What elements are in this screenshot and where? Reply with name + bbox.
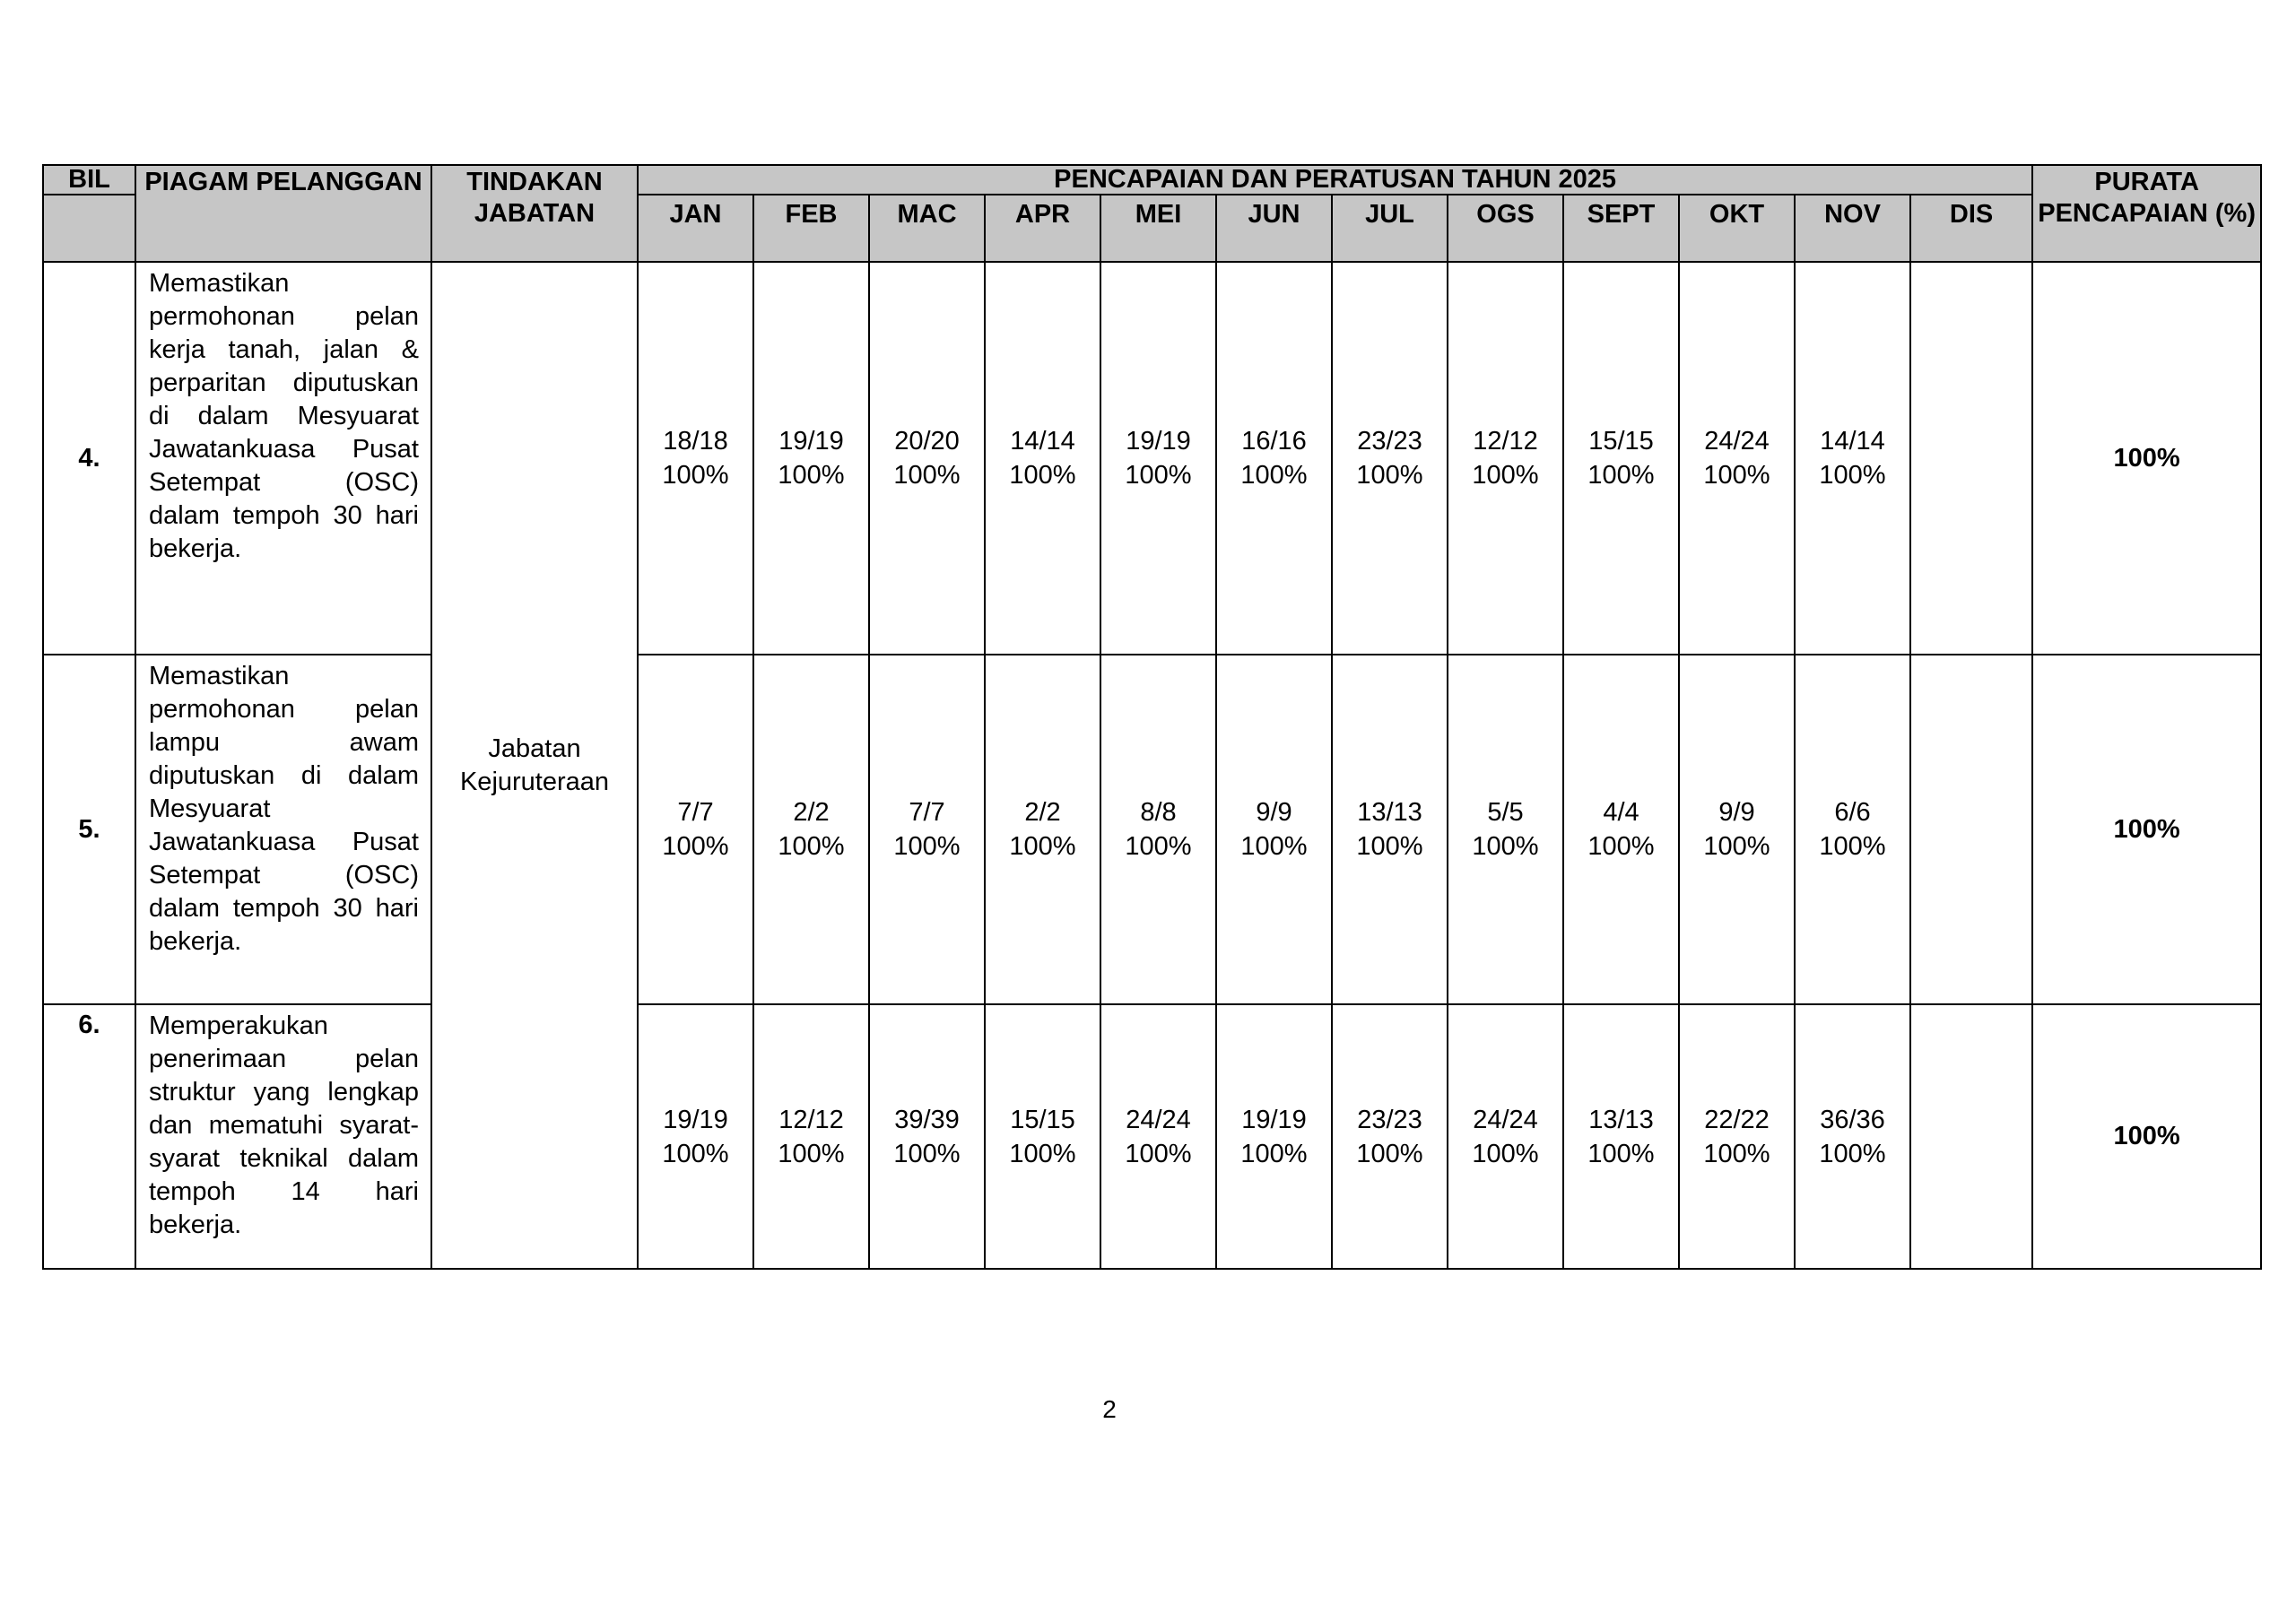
value-percent: 100% [1703, 1139, 1770, 1168]
value-count: 22/22 [1704, 1105, 1770, 1134]
value-count: 20/20 [894, 427, 960, 456]
month-value-cell [753, 262, 869, 655]
value-percent: 100% [1819, 1139, 1886, 1168]
value-percent: 100% [1125, 1139, 1192, 1168]
value-percent: 100% [778, 832, 845, 861]
piagam-cell: Memastikan permohonan pelan lampu awam diputuskan di dalam Mesyuarat Jawatankuasa Pusat Setempat (OSC) dalam tempoh 30 hari bekerja. [135, 655, 431, 1004]
purata-cell: 100% [2032, 1004, 2261, 1269]
month-value-cell [869, 1004, 985, 1269]
month-value-cell [985, 262, 1100, 655]
value-count: 18/18 [663, 427, 728, 456]
month-value-cell [1795, 655, 1910, 1004]
value-count: 8/8 [1140, 798, 1177, 827]
value-percent: 100% [1009, 461, 1076, 490]
value-count: 12/12 [778, 1105, 844, 1134]
table-row [43, 262, 2261, 655]
value-percent: 100% [1587, 461, 1655, 490]
value-count: 7/7 [677, 798, 714, 827]
value-count: 13/13 [1588, 1105, 1654, 1134]
value-count: 24/24 [1473, 1105, 1538, 1134]
month-value-cell [1100, 262, 1216, 655]
value-percent: 100% [778, 461, 845, 490]
month-value-cell [1448, 1004, 1563, 1269]
col-header-month-dis: DIS [1910, 195, 2032, 262]
value-count: 9/9 [1718, 798, 1755, 827]
value-count: 24/24 [1126, 1105, 1191, 1134]
month-value-cell [985, 1004, 1100, 1269]
value-percent: 100% [893, 832, 961, 861]
col-header-month-mei: MEI [1100, 195, 1216, 262]
col-header-month-okt: OKT [1679, 195, 1795, 262]
month-value-cell [1216, 1004, 1332, 1269]
col-header-month-feb: FEB [753, 195, 869, 262]
month-value-cell [1448, 262, 1563, 655]
col-header-month-mac: MAC [869, 195, 985, 262]
month-value-cell [1679, 655, 1795, 1004]
piagam-cell: Memperakukan penerimaan pelan struktur yang lengkap dan mematuhi syarat-syarat teknikal dalam tempoh 14 hari bekerja. [135, 1004, 431, 1269]
value-percent: 100% [1356, 461, 1423, 490]
value-percent: 100% [1240, 461, 1308, 490]
value-percent: 100% [1472, 461, 1539, 490]
col-header-month-sept: SEPT [1563, 195, 1679, 262]
value-percent: 100% [1125, 461, 1192, 490]
month-value-cell [869, 262, 985, 655]
value-count: 12/12 [1473, 427, 1538, 456]
value-count: 15/15 [1588, 427, 1654, 456]
table-row [43, 1004, 2261, 1269]
piagam-cell: Memastikan permohonan pelan kerja tanah, jalan & perparitan diputuskan di dalam Mesyuarat Jawatankuasa Pusat Setempat (OSC) dalam tempoh 30 hari bekerja. [135, 262, 431, 655]
month-value-cell [1563, 1004, 1679, 1269]
value-count: 2/2 [1024, 798, 1061, 827]
month-value-cell [1679, 262, 1795, 655]
col-header-month-jan: JAN [638, 195, 753, 262]
month-value-cell [638, 655, 753, 1004]
value-count: 36/36 [1820, 1105, 1885, 1134]
value-count: 19/19 [778, 427, 844, 456]
month-value-cell [1795, 1004, 1910, 1269]
month-value-cell [1910, 262, 2032, 655]
month-value-cell [1910, 1004, 2032, 1269]
value-percent: 100% [1009, 832, 1076, 861]
col-header-month-nov: NOV [1795, 195, 1910, 262]
value-count: 19/19 [663, 1105, 728, 1134]
value-percent: 100% [778, 1139, 845, 1168]
month-value-cell [1332, 262, 1448, 655]
value-count: 39/39 [894, 1105, 960, 1134]
col-header-piagam-pelanggan: PIAGAM PELANGGAN [135, 165, 431, 262]
value-percent: 100% [1819, 461, 1886, 490]
value-percent: 100% [662, 461, 729, 490]
value-count: 16/16 [1241, 427, 1307, 456]
value-percent: 100% [1472, 1139, 1539, 1168]
col-header-month-apr: APR [985, 195, 1100, 262]
month-value-cell [1100, 655, 1216, 1004]
value-count: 2/2 [793, 798, 830, 827]
purata-cell: 100% [2032, 655, 2261, 1004]
value-count: 14/14 [1010, 427, 1075, 456]
value-percent: 100% [1472, 832, 1539, 861]
value-percent: 100% [1703, 461, 1770, 490]
bil-cell: 5. [43, 655, 135, 1004]
value-percent: 100% [1125, 832, 1192, 861]
header-row-1 [43, 165, 2261, 195]
month-value-cell [1332, 1004, 1448, 1269]
value-percent: 100% [1240, 1139, 1308, 1168]
value-percent: 100% [893, 461, 961, 490]
value-count: 24/24 [1704, 427, 1770, 456]
table-header [43, 165, 2261, 262]
purata-cell: 100% [2032, 262, 2261, 655]
value-count: 23/23 [1357, 427, 1422, 456]
col-header-tindakan-jabatan: TINDAKAN JABATAN [431, 165, 638, 262]
col-header-month-ogs: OGS [1448, 195, 1563, 262]
month-value-cell [1332, 655, 1448, 1004]
value-count: 19/19 [1126, 427, 1191, 456]
month-value-cell [1448, 655, 1563, 1004]
month-value-cell [753, 655, 869, 1004]
month-value-cell [985, 655, 1100, 1004]
value-count: 5/5 [1487, 798, 1524, 827]
achievement-table [42, 164, 2262, 1270]
month-value-cell [1563, 262, 1679, 655]
value-count: 15/15 [1010, 1105, 1075, 1134]
value-count: 4/4 [1603, 798, 1639, 827]
value-percent: 100% [1356, 832, 1423, 861]
value-percent: 100% [1587, 1139, 1655, 1168]
bil-header-spacer [43, 195, 135, 262]
value-count: 23/23 [1357, 1105, 1422, 1134]
month-value-cell [1100, 1004, 1216, 1269]
table-row [43, 655, 2261, 1004]
value-count: 7/7 [909, 798, 945, 827]
value-count: 19/19 [1241, 1105, 1307, 1134]
table-body [43, 262, 2261, 1269]
value-percent: 100% [1356, 1139, 1423, 1168]
bil-cell: 4. [43, 262, 135, 655]
col-header-pencapaian-title: PENCAPAIAN DAN PERATUSAN TAHUN 2025 [638, 165, 2032, 195]
value-percent: 100% [893, 1139, 961, 1168]
value-count: 9/9 [1256, 798, 1292, 827]
month-value-cell [1563, 655, 1679, 1004]
page-number: 2 [1102, 1395, 1117, 1423]
month-value-cell [1679, 1004, 1795, 1269]
month-value-cell [1216, 655, 1332, 1004]
value-count: 13/13 [1357, 798, 1422, 827]
value-percent: 100% [1587, 832, 1655, 861]
value-count: 14/14 [1820, 427, 1885, 456]
col-header-month-jul: JUL [1332, 195, 1448, 262]
tindakan-jabatan-cell: Jabatan Kejuruteraan [431, 262, 638, 1269]
value-percent: 100% [662, 832, 729, 861]
value-percent: 100% [1703, 832, 1770, 861]
month-value-cell [638, 1004, 753, 1269]
value-count: 6/6 [1834, 798, 1871, 827]
month-value-cell [1795, 262, 1910, 655]
col-header-month-jun: JUN [1216, 195, 1332, 262]
col-header-bil: BIL [43, 165, 135, 195]
month-value-cell [1216, 262, 1332, 655]
value-percent: 100% [1819, 832, 1886, 861]
month-value-cell [753, 1004, 869, 1269]
month-value-cell [869, 655, 985, 1004]
col-header-purata-pencapaian: PURATA PENCAPAIAN (%) [2032, 165, 2261, 262]
month-value-cell [1910, 655, 2032, 1004]
bil-cell: 6. [43, 1004, 135, 1269]
value-percent: 100% [1009, 1139, 1076, 1168]
value-percent: 100% [1240, 832, 1308, 861]
month-value-cell [638, 262, 753, 655]
value-percent: 100% [662, 1139, 729, 1168]
